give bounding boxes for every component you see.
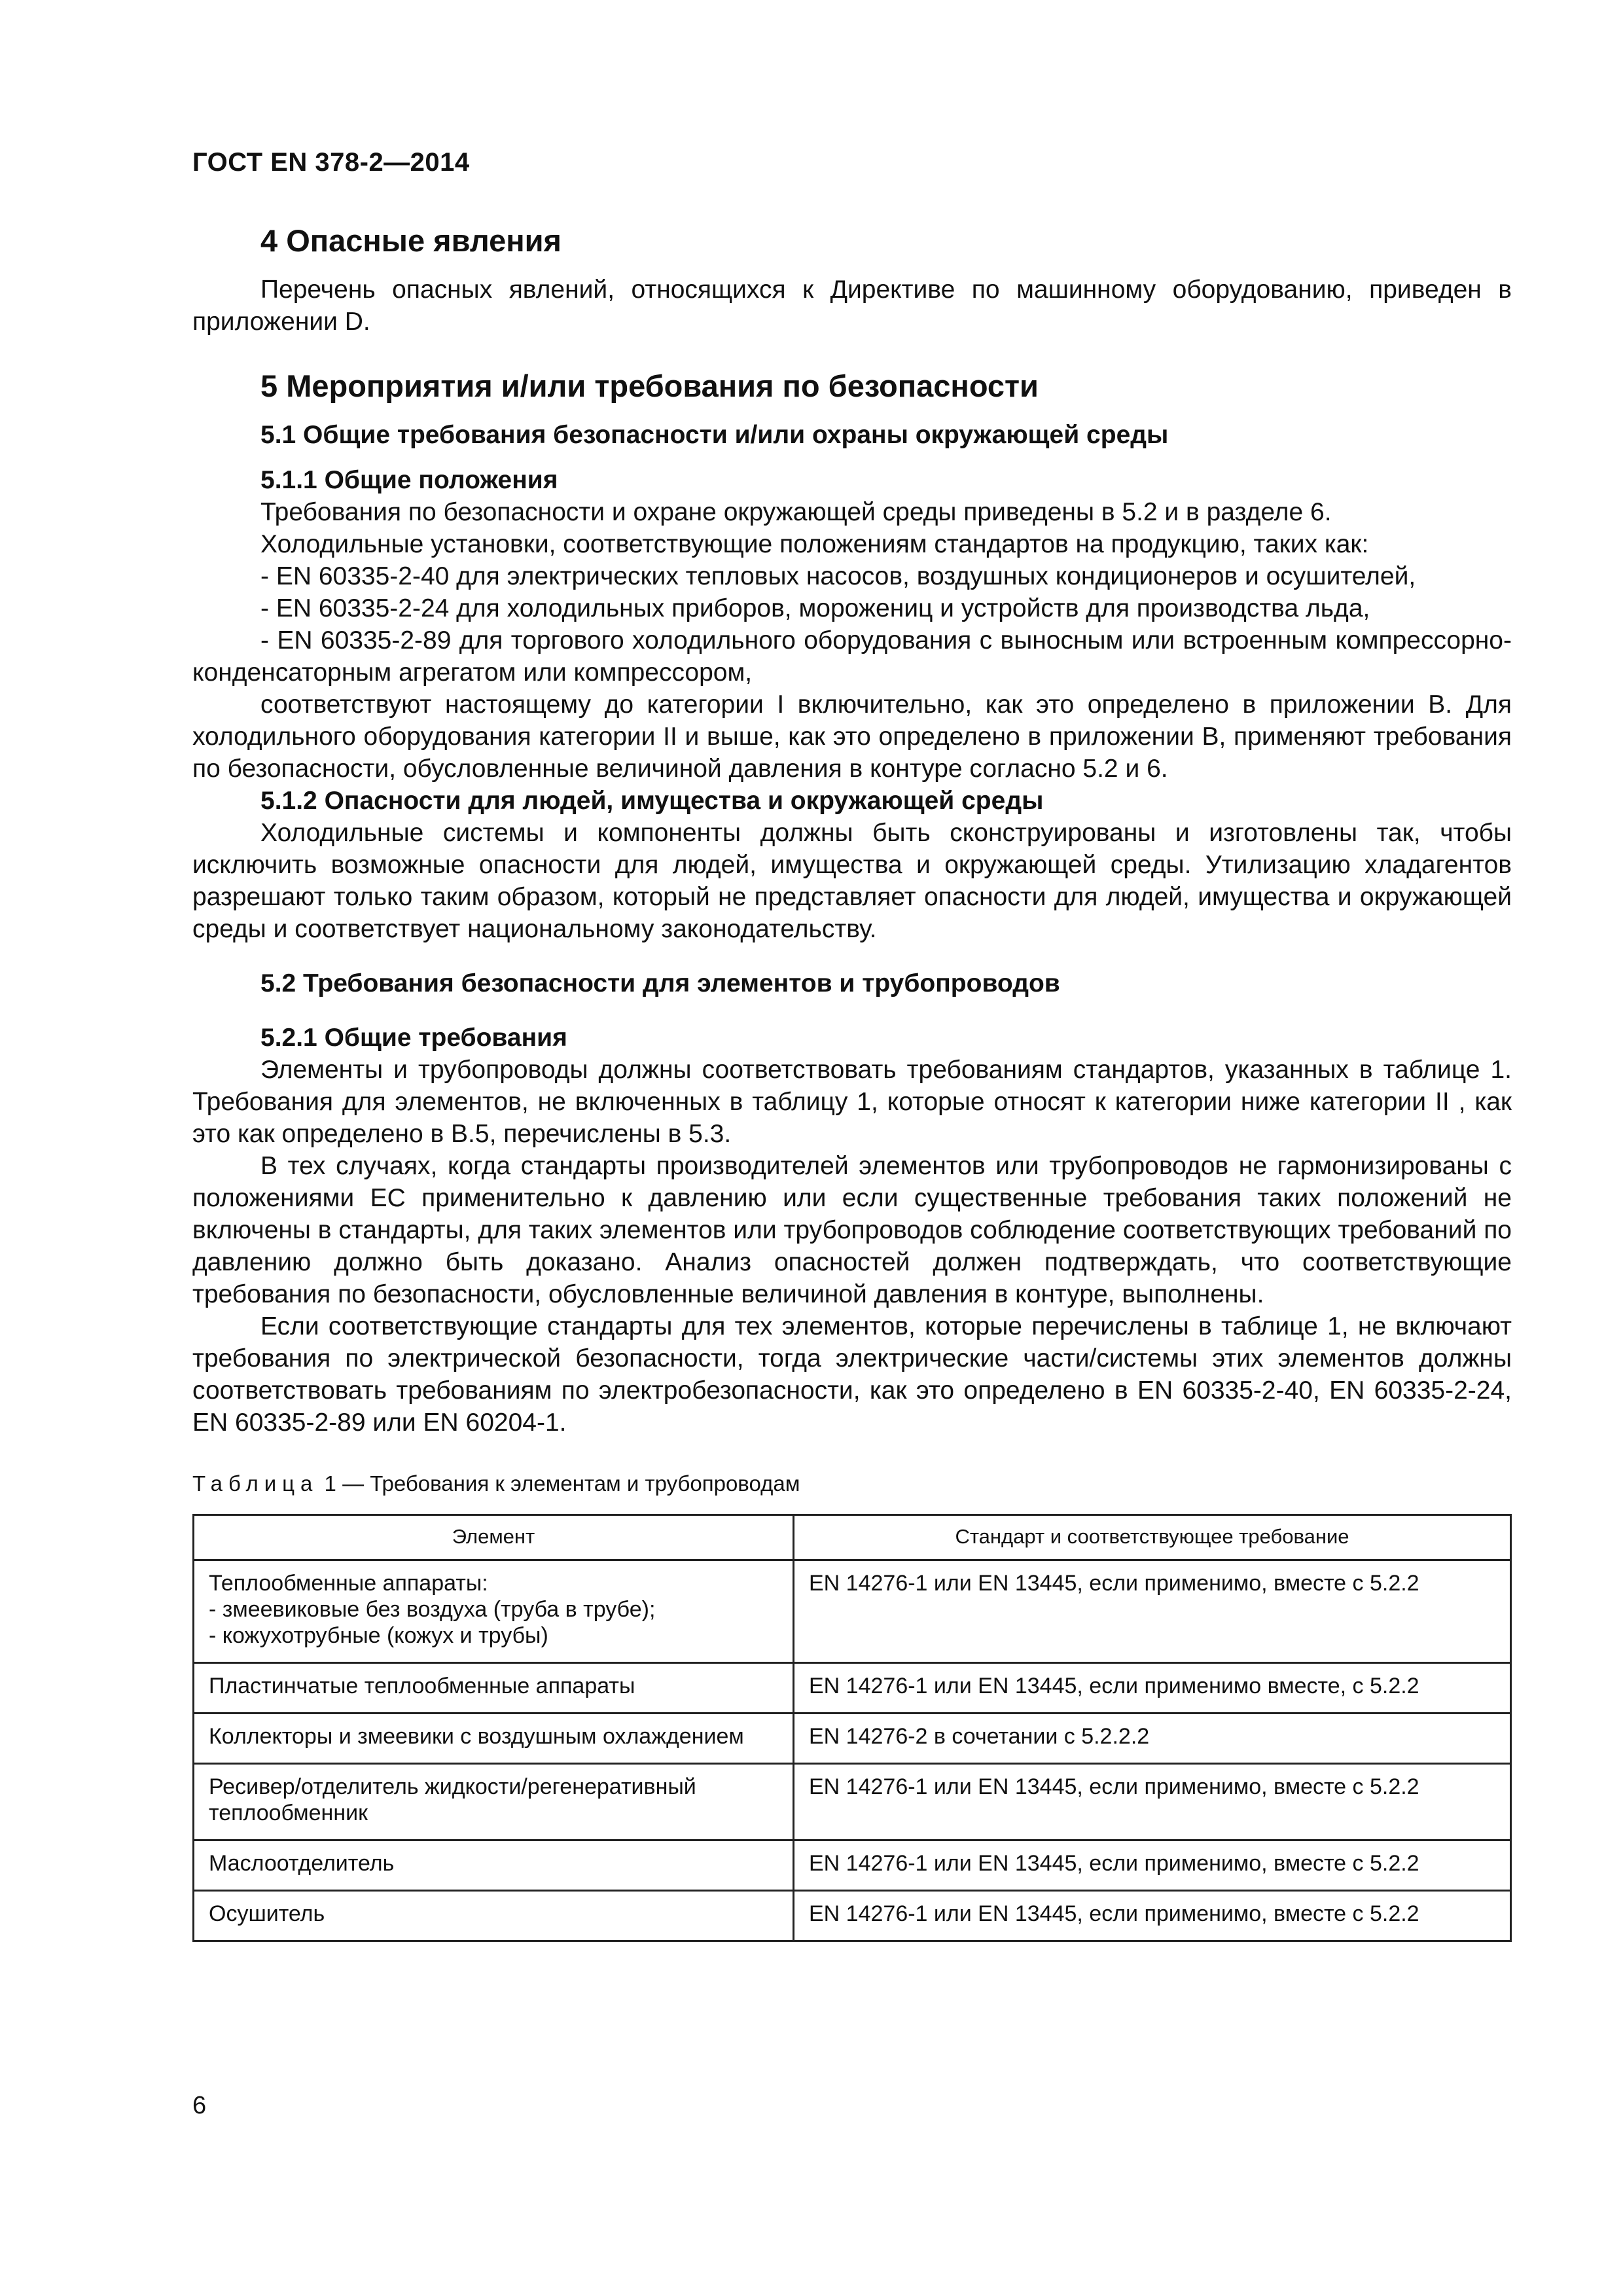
page-number: 6: [192, 2092, 207, 2119]
cell-line: - змеевиковые без воздуха (труба в трубе);: [209, 1597, 656, 1622]
table-cell-standard: EN 14276-1 или EN 13445, если применимо вместе, с 5.2.2: [794, 1663, 1511, 1713]
table-cell-element: [194, 1713, 794, 1764]
cell-line: Маслоотделитель: [209, 1851, 395, 1876]
table-cell-standard: EN 14276-1 или EN 13445, если применимо, вместе с 5.2.2: [794, 1840, 1511, 1891]
section-5-1-title: 5.1 Общие требования безопасности и/или охраны окружающей среды: [260, 421, 1169, 449]
cell-line: Осушитель: [209, 1901, 325, 1926]
table-caption: [192, 1467, 1512, 1499]
table-row: [194, 1713, 1511, 1764]
section-5-1-1-para-3: соответствуют настоящему до категории I включительно, как это определено в приложении В. Для холодильного оборудования категории II и выше, как это определено в приложении В, применяют требования по безопасности, обусловленные величиной давления в контуре согласно 5.2 и 6.: [192, 691, 1512, 783]
cell-line: Коллекторы и змеевики с воздушным охлаждением: [209, 1724, 744, 1749]
section-5-2-1-para-3: Если соответствующие стандарты для тех элементов, которые перечислены в таблице 1, не включают требования по электрической безопасности, тогда электрические части/системы этих элементов должны соответствовать требованиям по электробезопасности, как это определено в EN 60335-2-40, EN 60335-2-24, EN 60335-2-89 или EN 60204-1.: [192, 1312, 1512, 1437]
table-cell-element: [194, 1663, 794, 1713]
cell-line: Теплообменные аппараты:: [209, 1571, 488, 1596]
table-row: [194, 1560, 1511, 1663]
table-caption-text: 1 — Требования к элементам и трубопроводам: [318, 1471, 800, 1496]
section-5-2-title: 5.2 Требования безопасности для элементов и трубопроводов: [260, 969, 1060, 997]
table-caption-prefix: Таблица: [192, 1471, 319, 1496]
list-item: - EN 60335-2-24 для холодильных приборов, морожениц и устройств для производства льда,: [260, 594, 1370, 622]
section-5-2-1-title: 5.2.1 Общие требования: [260, 1024, 567, 1052]
cell-line: Пластинчатые теплообменные аппараты: [209, 1674, 635, 1698]
section-5-1-2-title: 5.1.2 Опасности для людей, имущества и окружающей среды: [260, 787, 1044, 815]
table-cell-standard: EN 14276-1 или EN 13445, если применимо, вместе с 5.2.2: [794, 1891, 1511, 1941]
section-5-1-2-para-1: Холодильные системы и компоненты должны быть сконструированы и изготовлены так, чтобы исключить возможные опасности для людей, имущества и окружающей среды. Утилизацию хладагентов разрешают только таким образом, который не представляет опасности для людей, имущества и окружающей среды и соответствует национальному законодательству.: [192, 819, 1512, 943]
page-content: [192, 221, 1512, 1942]
table-cell-standard: EN 14276-2 в сочетании с 5.2.2.2: [794, 1713, 1511, 1764]
table-cell-element: [194, 1891, 794, 1941]
section-5-2-1-para-1: Элементы и трубопроводы должны соответствовать требованиям стандартов, указанных в таблице 1. Требования для элементов, не включенных в таблицу 1, которые относят к категории ниже категории II , как это как определено в В.5, перечислены в 5.3.: [192, 1056, 1512, 1148]
list-item: - EN 60335-2-40 для электрических тепловых насосов, воздушных кондиционеров и осушителей,: [260, 562, 1416, 590]
table-cell-element: [194, 1764, 794, 1840]
table-header-row: [194, 1515, 1511, 1560]
cell-line: - кожухотрубные (кожух и трубы): [209, 1623, 548, 1648]
table-row: [194, 1663, 1511, 1713]
list-item: - EN 60335-2-89 для торгового холодильного оборудования с выносным или встроенным компрессорно-конденсаторным агрегатом или компрессором,: [192, 626, 1512, 687]
section-4-title: 4 Опасные явления: [260, 223, 562, 258]
table-cell-standard: EN 14276-1 или EN 13445, если применимо, вместе с 5.2.2: [794, 1560, 1511, 1663]
section-5-1-1-para-2: Холодильные установки, соответствующие положениям стандартов на продукцию, таких как:: [260, 530, 1369, 558]
section-4-text: Перечень опасных явлений, относящихся к Директиве по машинному оборудованию, приведен в приложении D.: [192, 276, 1512, 336]
section-5-2-1-para-2: В тех случаях, когда стандарты производителей элементов или трубопроводов не гармонизированы с положениями ЕС применительно к давлению или если существенные требования таких положений не включены в стандарты, для таких элементов или трубопроводов соблюдение соответствующих требований по давлению должно быть доказано. Анализ опасностей должен подтверждать, что соответствующие требования по безопасности, обусловленные величиной давления в контуре, выполнены.: [192, 1152, 1512, 1308]
table-row: [194, 1764, 1511, 1840]
table-header-standard: Стандарт и соответствующее требование: [794, 1515, 1511, 1560]
table-cell-element: [194, 1840, 794, 1891]
section-5-1-1-para-1: Требования по безопасности и охране окружающей среды приведены в 5.2 и в разделе 6.: [260, 498, 1332, 526]
requirements-table: [192, 1514, 1512, 1942]
section-5-title: 5 Мероприятия и/или требования по безопасности: [260, 368, 1039, 403]
table-row: [194, 1840, 1511, 1891]
table-cell-element: [194, 1560, 794, 1663]
table-cell-standard: EN 14276-1 или EN 13445, если применимо, вместе с 5.2.2: [794, 1764, 1511, 1840]
table-header-element: Элемент: [194, 1515, 794, 1560]
cell-line: Ресивер/отделитель жидкости/регенеративный теплообменник: [209, 1774, 696, 1825]
section-5-1-1-title: 5.1.1 Общие положения: [260, 466, 558, 494]
table-row: [194, 1891, 1511, 1941]
document-header: ГОСТ EN 378-2—2014: [192, 148, 470, 177]
